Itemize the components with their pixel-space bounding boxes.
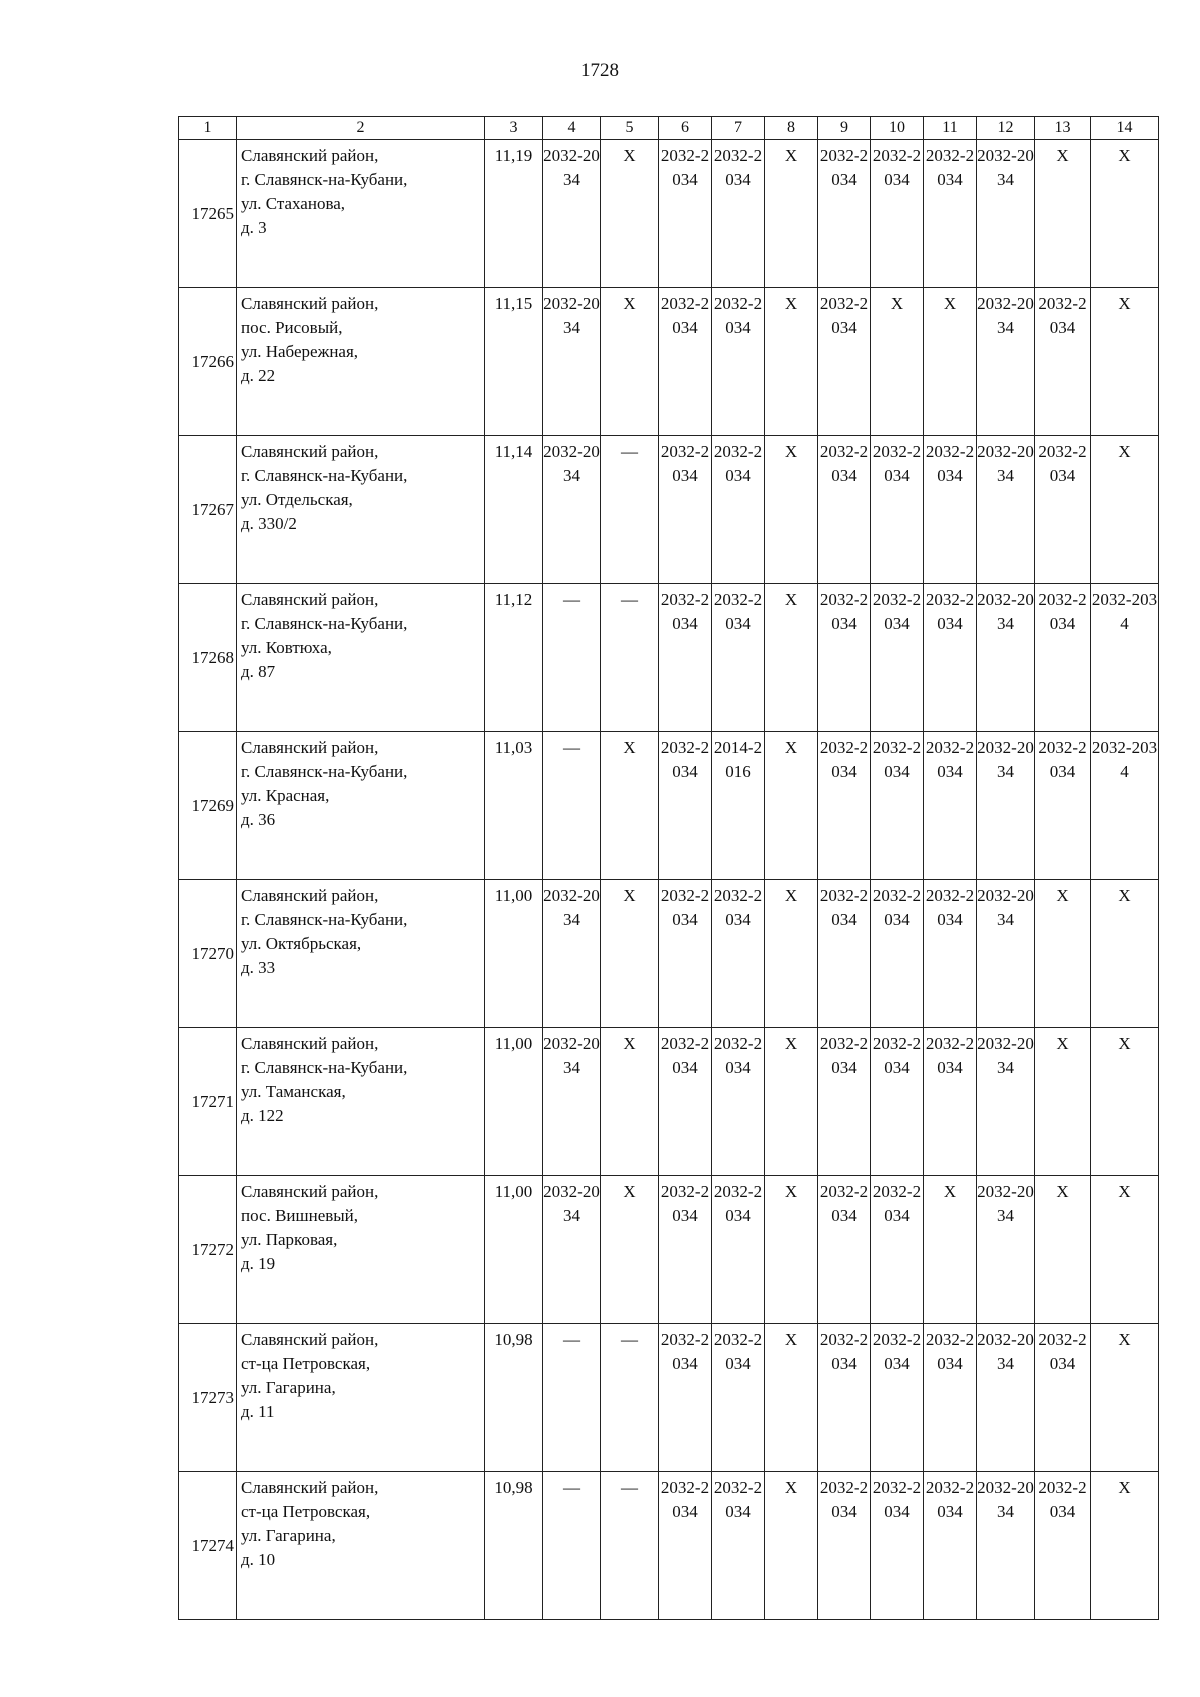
address-cell: [237, 288, 485, 436]
column-header: 12: [977, 117, 1035, 140]
period-cell: 2032-2034: [924, 1472, 977, 1620]
address-line: Славянский район,: [241, 1034, 379, 1053]
period-cell: 2032-2034: [924, 880, 977, 1028]
period-cell: X: [601, 880, 659, 1028]
period-cell: —: [601, 1324, 659, 1472]
address-line: ул. Ковтюха,: [241, 638, 332, 657]
period-cell: 2032-2034: [924, 140, 977, 288]
area-cell: 11,14: [485, 436, 543, 584]
period-cell: 2032-2034: [712, 584, 765, 732]
period-cell: 2032-2034: [1091, 732, 1159, 880]
period-cell: X: [765, 1176, 818, 1324]
period-cell: 2032-2034: [924, 1028, 977, 1176]
area-cell: 11,00: [485, 1176, 543, 1324]
period-cell: X: [1091, 1176, 1159, 1324]
period-cell: X: [1091, 1324, 1159, 1472]
period-cell: 2032-2034: [1035, 732, 1091, 880]
period-cell: 2032-2034: [871, 1472, 924, 1620]
period-cell: 2032-2034: [977, 732, 1035, 880]
period-cell: —: [601, 584, 659, 732]
address-cell: [237, 436, 485, 584]
period-cell: 2032-2034: [1035, 288, 1091, 436]
period-cell: 2032-2034: [659, 732, 712, 880]
address-cell: [237, 1176, 485, 1324]
period-cell: —: [601, 1472, 659, 1620]
address-line: д. 122: [241, 1106, 284, 1125]
address-line: г. Славянск-на-Кубани,: [241, 910, 408, 929]
period-cell: 2032-2034: [543, 436, 601, 584]
address-line: ул. Гагарина,: [241, 1526, 336, 1545]
address-line: пос. Вишневый,: [241, 1206, 359, 1225]
address-line: д. 36: [241, 810, 276, 829]
address-line: ст-ца Петровская,: [241, 1502, 371, 1521]
period-cell: 2032-2034: [712, 1028, 765, 1176]
address-cell: [237, 140, 485, 288]
period-cell: 2032-2034: [818, 1472, 871, 1620]
period-cell: 2032-2034: [977, 584, 1035, 732]
period-cell: X: [1091, 1472, 1159, 1620]
period-cell: 2032-2034: [977, 1176, 1035, 1324]
area-cell: 10,98: [485, 1324, 543, 1472]
address-line: Славянский район,: [241, 442, 379, 461]
period-cell: X: [1035, 880, 1091, 1028]
period-cell: 2032-2034: [1035, 584, 1091, 732]
address-line: ул. Стаханова,: [241, 194, 346, 213]
row-number: 17269: [179, 732, 237, 880]
address-line: г. Славянск-на-Кубани,: [241, 1058, 408, 1077]
area-cell: 11,19: [485, 140, 543, 288]
row-number: 17265: [179, 140, 237, 288]
column-header: 8: [765, 117, 818, 140]
period-cell: 2032-2034: [871, 1176, 924, 1324]
period-cell: 2032-2034: [871, 584, 924, 732]
period-cell: 2032-2034: [818, 1176, 871, 1324]
area-cell: 11,03: [485, 732, 543, 880]
row-number: 17268: [179, 584, 237, 732]
address-cell: [237, 880, 485, 1028]
period-cell: 2032-2034: [712, 1176, 765, 1324]
period-cell: 2032-2034: [1035, 1472, 1091, 1620]
column-header: 11: [924, 117, 977, 140]
period-cell: 2032-2034: [977, 880, 1035, 1028]
period-cell: 2032-2034: [659, 1472, 712, 1620]
period-cell: X: [1091, 436, 1159, 584]
address-line: ул. Красная,: [241, 786, 330, 805]
area-cell: 11,15: [485, 288, 543, 436]
period-cell: X: [765, 140, 818, 288]
period-cell: X: [765, 1324, 818, 1472]
table-row: [179, 288, 1159, 436]
period-cell: X: [765, 732, 818, 880]
address-line: г. Славянск-на-Кубани,: [241, 170, 408, 189]
period-cell: 2032-2034: [977, 140, 1035, 288]
row-number: 17270: [179, 880, 237, 1028]
period-cell: X: [1091, 288, 1159, 436]
table-row: [179, 1472, 1159, 1620]
period-cell: 2032-2034: [818, 288, 871, 436]
table-row: [179, 732, 1159, 880]
address-line: Славянский район,: [241, 738, 379, 757]
address-line: г. Славянск-на-Кубани,: [241, 762, 408, 781]
period-cell: 2032-2034: [871, 1324, 924, 1472]
period-cell: X: [1035, 140, 1091, 288]
table-row: [179, 1324, 1159, 1472]
period-cell: 2032-2034: [659, 436, 712, 584]
address-line: Славянский район,: [241, 590, 379, 609]
address-line: ул. Парковая,: [241, 1230, 338, 1249]
area-cell: 11,00: [485, 1028, 543, 1176]
address-line: пос. Рисовый,: [241, 318, 343, 337]
period-cell: X: [601, 140, 659, 288]
address-line: д. 33: [241, 958, 276, 977]
period-cell: 2032-2034: [871, 732, 924, 880]
area-cell: 11,00: [485, 880, 543, 1028]
period-cell: X: [924, 288, 977, 436]
column-header: 5: [601, 117, 659, 140]
period-cell: —: [543, 732, 601, 880]
period-cell: 2032-2034: [924, 584, 977, 732]
period-cell: 2032-2034: [871, 880, 924, 1028]
address-line: ул. Гагарина,: [241, 1378, 336, 1397]
period-cell: 2032-2034: [977, 1028, 1035, 1176]
period-cell: —: [601, 436, 659, 584]
period-cell: 2032-2034: [659, 288, 712, 436]
row-number: 17272: [179, 1176, 237, 1324]
period-cell: 2032-2034: [977, 436, 1035, 584]
period-cell: 2032-2034: [543, 140, 601, 288]
address-line: ул. Таманская,: [241, 1082, 346, 1101]
period-cell: 2032-2034: [659, 1176, 712, 1324]
period-cell: X: [1035, 1028, 1091, 1176]
page-number: 1728: [581, 60, 619, 81]
address-line: Славянский район,: [241, 294, 379, 313]
period-cell: 2032-2034: [712, 1472, 765, 1620]
column-header: 7: [712, 117, 765, 140]
address-cell: [237, 732, 485, 880]
header-row: [179, 117, 1159, 140]
address-line: Славянский район,: [241, 1182, 379, 1201]
period-cell: X: [601, 1028, 659, 1176]
column-header: 3: [485, 117, 543, 140]
table-row: [179, 880, 1159, 1028]
period-cell: X: [601, 288, 659, 436]
address-line: ст-ца Петровская,: [241, 1354, 371, 1373]
row-number: 17274: [179, 1472, 237, 1620]
period-cell: 2032-2034: [818, 436, 871, 584]
address-line: д. 330/2: [241, 514, 297, 533]
data-table: [178, 116, 1159, 1620]
period-cell: X: [1091, 880, 1159, 1028]
column-header: 9: [818, 117, 871, 140]
address-line: г. Славянск-на-Кубани,: [241, 466, 408, 485]
address-line: ул. Отдельская,: [241, 490, 353, 509]
period-cell: X: [1091, 140, 1159, 288]
address-line: Славянский район,: [241, 146, 379, 165]
period-cell: X: [765, 1472, 818, 1620]
address-line: г. Славянск-на-Кубани,: [241, 614, 408, 633]
row-number: 17271: [179, 1028, 237, 1176]
table-row: [179, 1176, 1159, 1324]
period-cell: —: [543, 1324, 601, 1472]
column-header: 6: [659, 117, 712, 140]
column-header: 14: [1091, 117, 1159, 140]
table-row: [179, 584, 1159, 732]
address-line: ул. Набережная,: [241, 342, 359, 361]
address-line: д. 87: [241, 662, 276, 681]
column-header: 1: [179, 117, 237, 140]
period-cell: X: [871, 288, 924, 436]
period-cell: 2032-2034: [924, 436, 977, 584]
address-line: Славянский район,: [241, 886, 379, 905]
table-row: [179, 140, 1159, 288]
period-cell: —: [543, 1472, 601, 1620]
period-cell: 2032-2034: [924, 732, 977, 880]
row-number: 17267: [179, 436, 237, 584]
period-cell: X: [1035, 1176, 1091, 1324]
period-cell: 2032-2034: [871, 436, 924, 584]
period-cell: 2032-2034: [818, 584, 871, 732]
period-cell: X: [765, 584, 818, 732]
column-header: 13: [1035, 117, 1091, 140]
period-cell: 2032-2034: [818, 140, 871, 288]
period-cell: 2032-2034: [818, 1028, 871, 1176]
address-cell: [237, 584, 485, 732]
address-line: д. 10: [241, 1550, 276, 1569]
period-cell: 2014-2016: [712, 732, 765, 880]
period-cell: 2032-2034: [712, 288, 765, 436]
column-header: 10: [871, 117, 924, 140]
table-body: [179, 117, 1159, 1620]
period-cell: 2032-2034: [977, 1472, 1035, 1620]
period-cell: 2032-2034: [712, 1324, 765, 1472]
address-cell: [237, 1028, 485, 1176]
address-line: д. 19: [241, 1254, 276, 1273]
period-cell: 2032-2034: [977, 288, 1035, 436]
row-number: 17273: [179, 1324, 237, 1472]
address-cell: [237, 1324, 485, 1472]
period-cell: 2032-2034: [543, 1176, 601, 1324]
period-cell: 2032-2034: [818, 1324, 871, 1472]
area-cell: 11,12: [485, 584, 543, 732]
column-header: 2: [237, 117, 485, 140]
period-cell: 2032-2034: [712, 436, 765, 584]
address-line: Славянский район,: [241, 1478, 379, 1497]
period-cell: 2032-2034: [818, 880, 871, 1028]
row-number: 17266: [179, 288, 237, 436]
period-cell: 2032-2034: [1035, 436, 1091, 584]
period-cell: 2032-2034: [1091, 584, 1159, 732]
address-line: д. 22: [241, 366, 276, 385]
period-cell: X: [924, 1176, 977, 1324]
period-cell: X: [765, 880, 818, 1028]
period-cell: 2032-2034: [818, 732, 871, 880]
period-cell: 2032-2034: [977, 1324, 1035, 1472]
period-cell: X: [601, 732, 659, 880]
period-cell: 2032-2034: [871, 140, 924, 288]
table-row: [179, 1028, 1159, 1176]
table-row: [179, 436, 1159, 584]
period-cell: 2032-2034: [543, 1028, 601, 1176]
period-cell: 2032-2034: [659, 140, 712, 288]
area-cell: 10,98: [485, 1472, 543, 1620]
period-cell: X: [765, 288, 818, 436]
address-line: д. 11: [241, 1402, 275, 1421]
period-cell: 2032-2034: [712, 880, 765, 1028]
period-cell: 2032-2034: [924, 1324, 977, 1472]
period-cell: 2032-2034: [659, 584, 712, 732]
period-cell: 2032-2034: [659, 1028, 712, 1176]
address-line: Славянский район,: [241, 1330, 379, 1349]
address-line: д. 3: [241, 218, 267, 237]
column-header: 4: [543, 117, 601, 140]
period-cell: X: [601, 1176, 659, 1324]
period-cell: 2032-2034: [712, 140, 765, 288]
period-cell: 2032-2034: [1035, 1324, 1091, 1472]
period-cell: 2032-2034: [659, 1324, 712, 1472]
address-line: ул. Октябрьская,: [241, 934, 362, 953]
address-cell: [237, 1472, 485, 1620]
period-cell: 2032-2034: [543, 288, 601, 436]
period-cell: 2032-2034: [543, 880, 601, 1028]
period-cell: X: [765, 1028, 818, 1176]
period-cell: X: [1091, 1028, 1159, 1176]
period-cell: X: [765, 436, 818, 584]
period-cell: 2032-2034: [871, 1028, 924, 1176]
period-cell: —: [543, 584, 601, 732]
period-cell: 2032-2034: [659, 880, 712, 1028]
